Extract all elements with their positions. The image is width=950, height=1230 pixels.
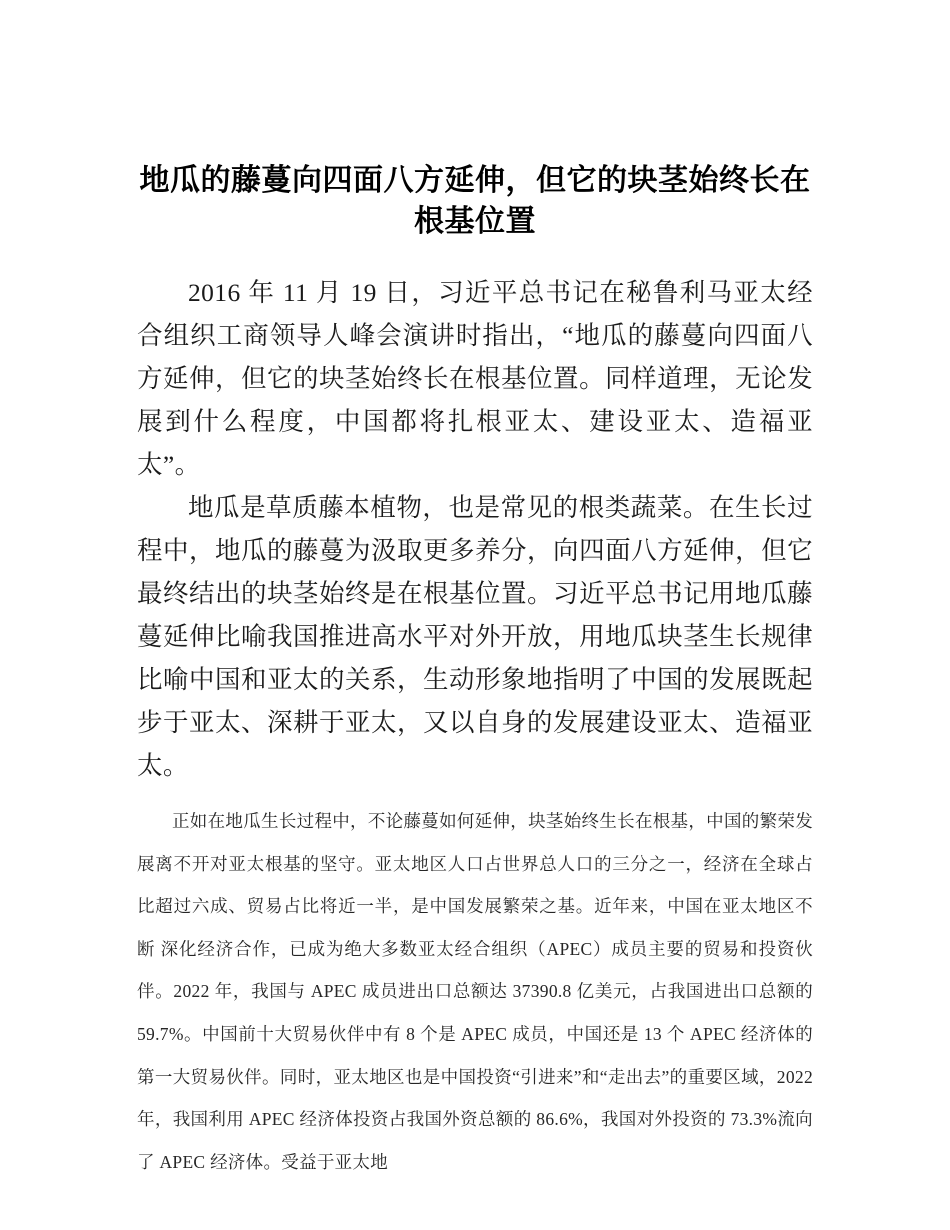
body-paragraph-1: 2016 年 11 月 19 日，习近平总书记在秘鲁利马亚太经合组织工商领导人峰会演讲时指出，“地瓜的藤蔓向四面八方延伸，但它的块茎始终长在根基位置。同样道理，无论发展到什么程度，中国都将扎根亚太、建设亚太、造福亚太”。 bbox=[137, 278, 813, 479]
page-title: 地瓜的藤蔓向四面八方延伸，但它的块茎始终长在根基位置 bbox=[139, 164, 811, 238]
document-content bbox=[137, 0, 813, 1183]
body-paragraph-2: 地瓜是草质藤本植物，也是常见的根类蔬菜。在生长过程中，地瓜的藤蔓为汲取更多养分，向四面八方延伸，但它最终结出的块茎始终是在根基位置。习近平总书记用地瓜藤蔓延伸比喻我国推进高水平对外开放，用地瓜块茎生长规律比喻中国和亚太的关系，生动形象地指明了中国的发展既起步于亚太、深耕于亚太，又以自身的发展建设亚太、造福亚太。 bbox=[137, 493, 813, 780]
body-paragraph-3: 正如在地瓜生长过程中，不论藤蔓如何延伸，块茎始终生长在根基，中国的繁荣发展离不开对亚太根基的坚守。亚太地区人口占世界总人口的三分之一，经济在全球占比超过六成、贸易占比将近一半，是中国发展繁荣之基。近年来，中国在亚太地区不断 深化经济合作，已成为绝大多数亚太经合组织（APEC）成员主要的贸易和投资伙伴。2022 年，我国与 APEC 成员进出口总额达 37390.8 亿美元，占我国进出口总额的 59.7%。中国前十大贸易伙伴中有 8 个是 APEC 成员，中国还是 13 个 APEC 经济体的第一大贸易伙伴。同时，亚太地区也是中国投资“引进来”和“走出去”的重要区域，2022 年，我国利用 APEC 经济体投资占我国外资总额的 86.6%，我国对外投资的 73.3%流向了 APEC 经济体。受益于亚太地 bbox=[137, 811, 813, 1172]
